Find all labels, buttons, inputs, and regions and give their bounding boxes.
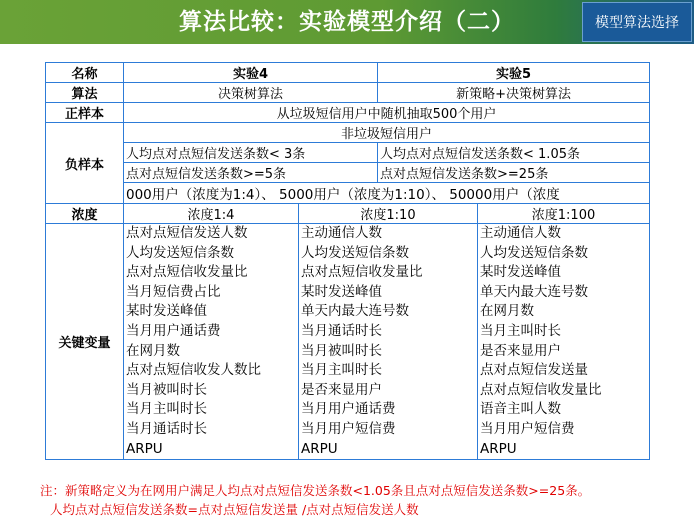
negative-sample-title-row bbox=[46, 123, 650, 143]
key-variable-item: 当月通话时长 bbox=[301, 322, 382, 339]
comparison-table bbox=[45, 62, 650, 460]
key-variable-item: 单天内最大连号数 bbox=[301, 303, 409, 320]
concentration-1-4: 浓度1:4 bbox=[124, 204, 299, 224]
key-variable-item: ARPU bbox=[480, 440, 517, 457]
key-variables-list-2 bbox=[301, 224, 475, 459]
key-variable-item: 主动通信人数 bbox=[301, 225, 382, 241]
key-variable-item: 当月主叫时长 bbox=[480, 322, 562, 339]
key-variable-item: 在网月数 bbox=[480, 303, 535, 320]
key-variable-item: 当月通话时长 bbox=[126, 420, 207, 437]
header-exp4-cell: 实验4 bbox=[124, 63, 378, 83]
key-variable-item: 点对点短信收发量比 bbox=[480, 381, 602, 398]
key-variable-item: 人均发送短信条数 bbox=[480, 244, 589, 261]
concentration-1-10: 浓度1:10 bbox=[299, 204, 478, 224]
key-variable-item: 单天内最大连号数 bbox=[480, 283, 589, 300]
negative-sample-label: 负样本 bbox=[46, 123, 124, 204]
key-variables-list-3 bbox=[480, 224, 647, 459]
key-variables-col-3 bbox=[478, 224, 650, 460]
negative-sample-criteria-row-2 bbox=[46, 163, 650, 183]
algorithm-exp5: 新策略+决策树算法 bbox=[378, 83, 650, 103]
key-variable-item: 在网月数 bbox=[126, 342, 180, 359]
key-variable-item: 是否来显用户 bbox=[301, 381, 382, 398]
positive-sample-value: 从垃圾短信用户中随机抽取500个用户 bbox=[124, 103, 650, 123]
concentration-row bbox=[46, 204, 650, 224]
concentration-1-100: 浓度1:100 bbox=[478, 204, 650, 224]
negative-exp5-criterion-2: 点对点短信发送条数>=25条 bbox=[378, 163, 650, 183]
key-variables-col-2 bbox=[299, 224, 478, 460]
key-variable-item: 点对点短信发送量 bbox=[480, 362, 589, 379]
algorithm-label: 算法 bbox=[46, 83, 124, 103]
key-variable-item: 人均发送短信条数 bbox=[301, 244, 409, 261]
key-variable-item: ARPU bbox=[301, 440, 338, 457]
header-name-cell: 名称 bbox=[46, 63, 124, 83]
key-variable-item: 点对点短信收发人数比 bbox=[126, 362, 261, 379]
negative-sample-sampling-row bbox=[46, 183, 650, 204]
footnote-line-1: 注：新策略定义为在网用户满足人均点对点短信发送条数<1.05条且点对点短信发送条数>=25条。 bbox=[40, 483, 591, 498]
key-variable-item: 语音主叫人数 bbox=[480, 401, 562, 418]
negative-exp4-criterion-2: 点对点短信发送条数>=5条 bbox=[124, 163, 378, 183]
key-variable-item: ARPU bbox=[126, 440, 163, 457]
negative-exp4-criterion-1: 人均点对点短信发送条数< 3条 bbox=[124, 143, 378, 163]
negative-sample-criteria-row-1 bbox=[46, 143, 650, 163]
key-variables-col-1 bbox=[124, 224, 299, 460]
concentration-label: 浓度 bbox=[46, 204, 124, 224]
key-variables-label: 关键变量 bbox=[46, 224, 124, 460]
negative-sampling-text: 000用户（浓度为1:4）、 5000用户（浓度为1:10）、 50000用户（浓度 bbox=[124, 183, 650, 204]
key-variable-item: 当月短信费占比 bbox=[126, 283, 221, 300]
key-variable-item: 某时发送峰值 bbox=[480, 264, 562, 281]
key-variable-item: 主动通信人数 bbox=[480, 225, 562, 241]
key-variable-item: 某时发送峰值 bbox=[126, 303, 207, 320]
key-variable-item: 人均发送短信条数 bbox=[126, 244, 234, 261]
key-variable-item: 点对点短信发送人数 bbox=[126, 225, 248, 241]
algorithm-exp4: 决策树算法 bbox=[124, 83, 378, 103]
negative-exp5-criterion-1: 人均点对点短信发送条数< 1.05条 bbox=[378, 143, 650, 163]
key-variable-item: 某时发送峰值 bbox=[301, 283, 382, 300]
key-variables-row bbox=[46, 224, 650, 460]
key-variable-item: 当月主叫时长 bbox=[301, 362, 382, 379]
footnote-line-2: 人均点对点短信发送条数=点对点短信发送量 /点对点短信发送人数 bbox=[50, 502, 419, 517]
page-title: 算法比较：实验模型介绍（二） bbox=[179, 9, 515, 35]
key-variable-item: 当月被叫时长 bbox=[301, 342, 382, 359]
header-exp5-cell: 实验5 bbox=[378, 63, 650, 83]
key-variables-list-1 bbox=[126, 224, 296, 459]
title-bar bbox=[0, 0, 694, 44]
key-variable-item: 是否来显用户 bbox=[480, 342, 562, 359]
table-header-row bbox=[46, 63, 650, 83]
negative-sample-title: 非垃圾短信用户 bbox=[124, 123, 650, 143]
key-variable-item: 当月被叫时长 bbox=[126, 381, 207, 398]
key-variable-item: 当月用户短信费 bbox=[301, 420, 396, 437]
key-variable-item: 点对点短信收发量比 bbox=[301, 264, 423, 281]
positive-sample-label: 正样本 bbox=[46, 103, 124, 123]
positive-sample-row bbox=[46, 103, 650, 123]
key-variable-item: 当月用户通话费 bbox=[126, 322, 221, 339]
key-variable-item: 当月主叫时长 bbox=[126, 401, 207, 418]
key-variable-item: 当月用户短信费 bbox=[480, 420, 575, 437]
key-variable-item: 点对点短信收发量比 bbox=[126, 264, 248, 281]
model-algorithm-select-button[interactable]: 模型算法选择 bbox=[582, 2, 692, 42]
key-variable-item: 当月用户通话费 bbox=[301, 401, 396, 418]
algorithm-row bbox=[46, 83, 650, 103]
